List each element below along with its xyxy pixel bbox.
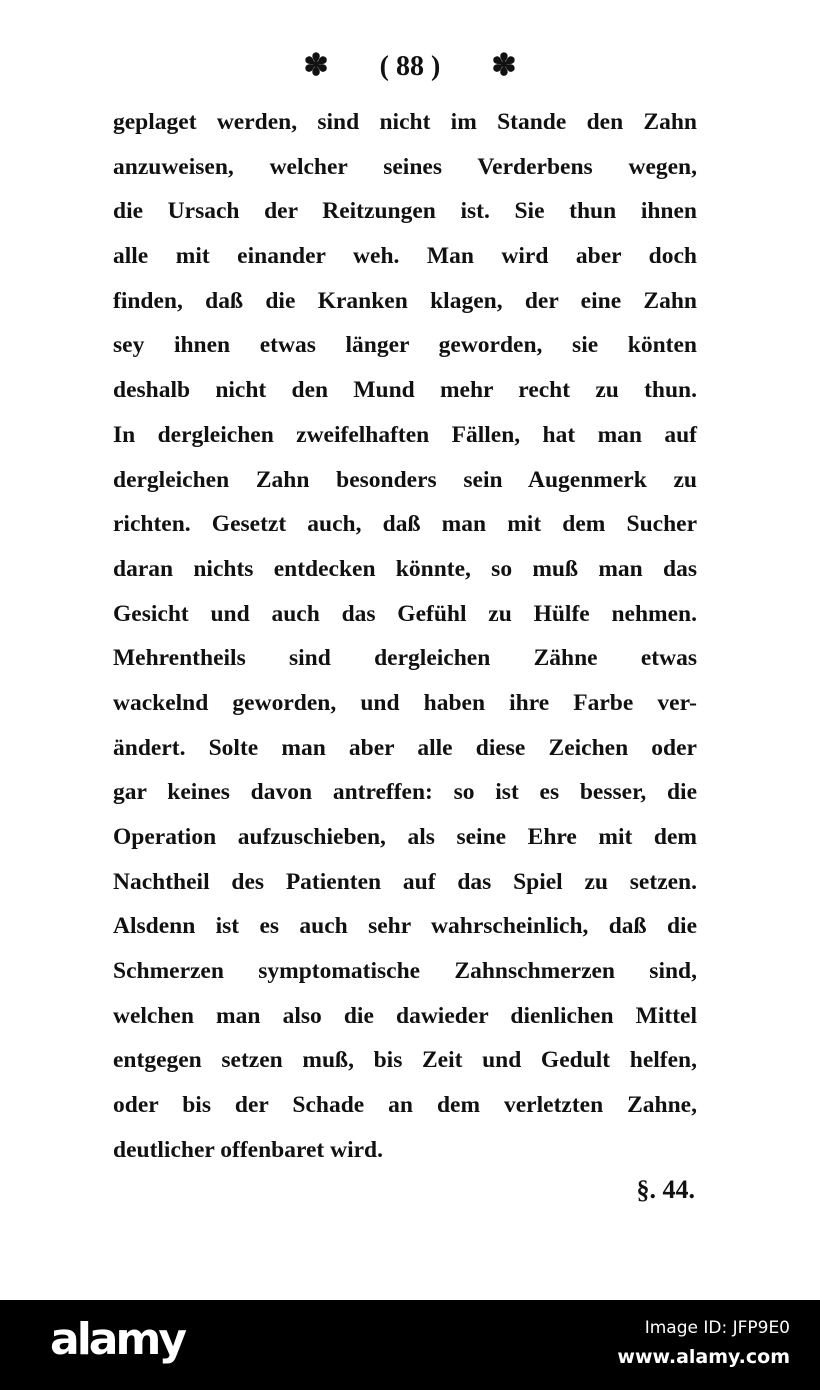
- body-text: [113, 100, 697, 1173]
- text-line: alle mit einander weh. Man wird aber doch: [113, 243, 697, 270]
- text-line: deutlicher offenbaret wird.: [113, 1136, 383, 1163]
- text-line: finden, daß die Kranken klagen, der eine Zahn: [113, 287, 697, 314]
- catchword: §. 44.: [636, 1175, 695, 1204]
- text-line: Schmerzen symptomatische Zahnschmerzen sind,: [113, 958, 697, 985]
- text-line: richten. Gesetzt auch, daß man mit dem Sucher: [113, 511, 697, 538]
- image-id: Image ID: JFP9E0: [644, 1318, 790, 1338]
- text-line: Mehrentheils sind dergleichen Zähne etwas: [113, 645, 697, 672]
- text-line: welchen man also die dawieder dienlichen Mittel: [113, 1002, 697, 1029]
- ornament-left-icon: ✽: [303, 49, 329, 82]
- text-line: ändert. Solte man aber alle diese Zeichen oder: [113, 734, 697, 761]
- page-header: [0, 48, 820, 83]
- watermark-footer: [0, 1300, 820, 1390]
- text-line: Nachtheil des Patienten auf das Spiel zu setzen.: [113, 868, 697, 895]
- text-line: Gesicht und auch das Gefühl zu Hülfe nehmen.: [113, 600, 697, 627]
- text-line: oder bis der Schade an dem verletzten Zahne,: [113, 1092, 697, 1119]
- alamy-logo: alamy: [50, 1314, 184, 1365]
- page-number: ( 88 ): [379, 51, 441, 82]
- text-line: wackelnd geworden, und haben ihre Farbe ver-: [113, 689, 697, 716]
- text-line: In dergleichen zweifelhaften Fällen, hat man auf: [113, 421, 697, 448]
- text-line: anzuweisen, welcher seines Verderbens wegen,: [113, 153, 697, 180]
- text-line: die Ursach der Reitzungen ist. Sie thun ihnen: [113, 198, 697, 225]
- text-line: sey ihnen etwas länger geworden, sie könten: [113, 332, 697, 359]
- ornament-right-icon: ✽: [491, 49, 517, 82]
- text-line: gar keines davon antreffen: so ist es besser, die: [113, 779, 697, 806]
- text-line: geplaget werden, sind nicht im Stande den Zahn: [113, 109, 697, 135]
- text-line: Alsdenn ist es auch sehr wahrscheinlich, daß die: [113, 913, 697, 940]
- text-line: deshalb nicht den Mund mehr recht zu thun.: [113, 377, 697, 404]
- text-line: entgegen setzen muß, bis Zeit und Gedult helfen,: [113, 1047, 697, 1074]
- text-line: Operation aufzuschieben, als seine Ehre mit dem: [113, 824, 697, 850]
- text-line: daran nichts entdecken könnte, so muß man das: [113, 555, 697, 582]
- site-url: www.alamy.com: [617, 1346, 790, 1368]
- text-line: dergleichen Zahn besonders sein Augenmerk zu: [113, 466, 697, 493]
